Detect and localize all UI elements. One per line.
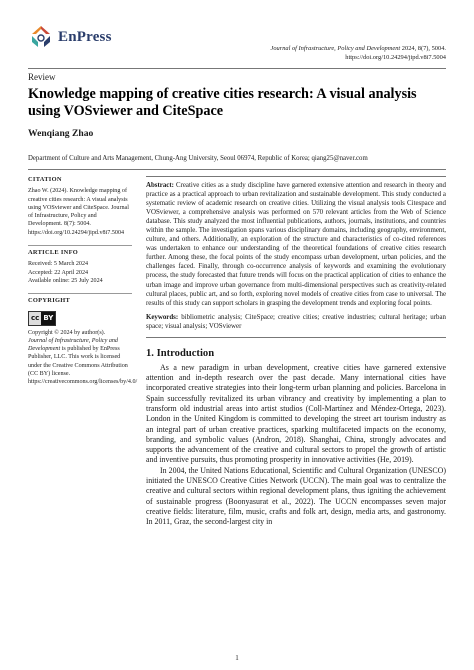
- journal-info: [271, 44, 447, 62]
- copyright-journal: Journal of Infrastructure, Policy and Development: [28, 337, 118, 353]
- keywords-label: Keywords:: [146, 313, 179, 321]
- citation-block: [28, 176, 132, 237]
- copyright-block: [28, 293, 138, 386]
- journal-issue: 2024, 8(7), 5004.: [401, 45, 446, 52]
- paragraph: In 2004, the United Nations Educational, Scientific and Cultural Organization (UNESCO) initiated the UNESCO Creative Cities Network (UCCN). The main goal was to centralize the creative and cultural sectors within regional development plans, thus igniting the achievement of sustainable progress (Boonyasurat et al., 2022). The UCCN encompasses seven major creative fields: literature, film, music, crafts and folk art, design, media arts, and gastronomy. In 2011, Graz, the second-largest city in: [146, 465, 446, 527]
- author-affiliation: Department of Culture and Arts Management, Chung-Ang University, Seoul 06974, Republic of Korea; qiang25@naver.com: [28, 155, 368, 162]
- copyright-statement: [28, 337, 132, 378]
- keywords: [146, 313, 446, 331]
- header-divider: [28, 68, 446, 69]
- publisher-logo: [28, 24, 112, 50]
- citation-heading: CITATION: [28, 176, 62, 183]
- abstract-text: Creative cities as a study discipline have garnered extensive attention and research in theory and practice as a practical approach to urban revitalization and sustainable development. This study conducted a systematic review of academic research on creative cities. Utilizing the visual analysis tools Citespace and VOSviewer, a comprehensive analysis was performed on 570 relevant articles from the Web of Science database. This study analyzed the most influential publications, authors, journals, institutions, and countries within the sample. The investigation spans various disciplinary domains, including geography, environment, culture, and others. Additionally, an exploration of the structure and characteristics of co-cited references was undertaken to enhance our understanding of the theoretical foundations of creative cities research further. Among these, the focal points of the study encompass urban development, urban policies, and the challenges faced. Finally, through co-occurrence analysis of keywords and examining the evolutionary process, the study forecasted that future trends will focus on the practical application of cities to enhance the urban image and improve urban governance from multi-dimensional perspectives such as creativity-related cultural places, public art, and so forth, exploring novel models of creative cities from case to universal. The results of this study can support scholars in grasping the development trends and exploring focal points.: [146, 182, 446, 307]
- page-number: 1: [235, 654, 239, 662]
- section-heading-introduction: 1. Introduction: [146, 347, 215, 359]
- paragraph: As a new paradigm in urban development, creative cities have garnered extensive attention and in-depth research over the past decade. Many international cities have incorporated creative strategies into their long-term urban planning and policies. Barcelona in Spain successfully revitalized its urban vibrancy and creativity by implementing a plan to transform old industrial areas into artist studios (Coll-Martínez and Méndez-Ortega, 2023). London in the United Kingdom is committed to developing the street art tourism industry as an integral part of urban creative practices, sparking multifaceted impacts on the economy, branding, and symbolic values (Andron, 2018). Shanghai, China, strongly advocates and supports the advancement of the creative and cultural sectors to propel the growth of artistic and inventive pursuits, thus promoting prosperity in innovative activities (He, 2019).: [146, 362, 446, 465]
- logo-text: EnPress: [58, 28, 112, 45]
- article-sidebar: [28, 176, 138, 395]
- abstract-label: Abstract:: [146, 182, 174, 189]
- license-link[interactable]: https://creativecommons.org/licenses/by/4.0/: [28, 379, 138, 386]
- received-date: Received: 5 March 2024: [28, 261, 89, 268]
- copyright-heading: COPYRIGHT: [28, 293, 132, 305]
- available-date: Available online: 25 July 2024: [28, 277, 103, 284]
- article-type: Review: [28, 72, 56, 82]
- article-title: Knowledge mapping of creative cities research: A visual analysis using VOSviewer and CiteSpace: [28, 86, 417, 119]
- copyright-line: Copyright © 2024 by author(s).: [28, 329, 106, 336]
- cc-by-license-icon[interactable]: [28, 311, 56, 326]
- abstract-box: [146, 176, 446, 338]
- citation-text: Zhao W. (2024). Knowledge mapping of creative cities research: A visual analysis using VOSviewer and CiteSpace. Journal of Infrastructure, Policy and Development. 8(7): 5004. https://doi.org/10.24294/jipd.v8i7.5004: [28, 188, 129, 236]
- keywords-text: bibliometric analysis; CiteSpace; creative cities; creative industries; cultural heritage; urban space; visual analysis; VOSviewer: [146, 313, 446, 330]
- enpress-logo-icon: [28, 24, 54, 50]
- journal-doi-link[interactable]: https://doi.org/10.24294/jipd.v8i7.5004: [345, 54, 446, 61]
- author-name: Wenqiang Zhao: [28, 128, 94, 139]
- journal-name: Journal of Infrastructure, Policy and Development: [270, 45, 401, 52]
- article-info-block: [28, 245, 132, 285]
- abstract: [146, 181, 446, 308]
- accepted-date: Accepted: 22 April 2024: [28, 269, 89, 276]
- cc-badge-right: BY: [43, 313, 54, 322]
- introduction-body: [146, 363, 446, 528]
- cc-badge-left: cc: [29, 312, 41, 325]
- affiliation-divider: [28, 169, 446, 170]
- copyright-rest: is published by EnPress Publisher, LLC. This work is licensed under the Creative Commons Attribution (CC BY) license.: [28, 346, 128, 378]
- main-column: [146, 176, 446, 528]
- article-info-heading: ARTICLE INFO: [28, 245, 132, 257]
